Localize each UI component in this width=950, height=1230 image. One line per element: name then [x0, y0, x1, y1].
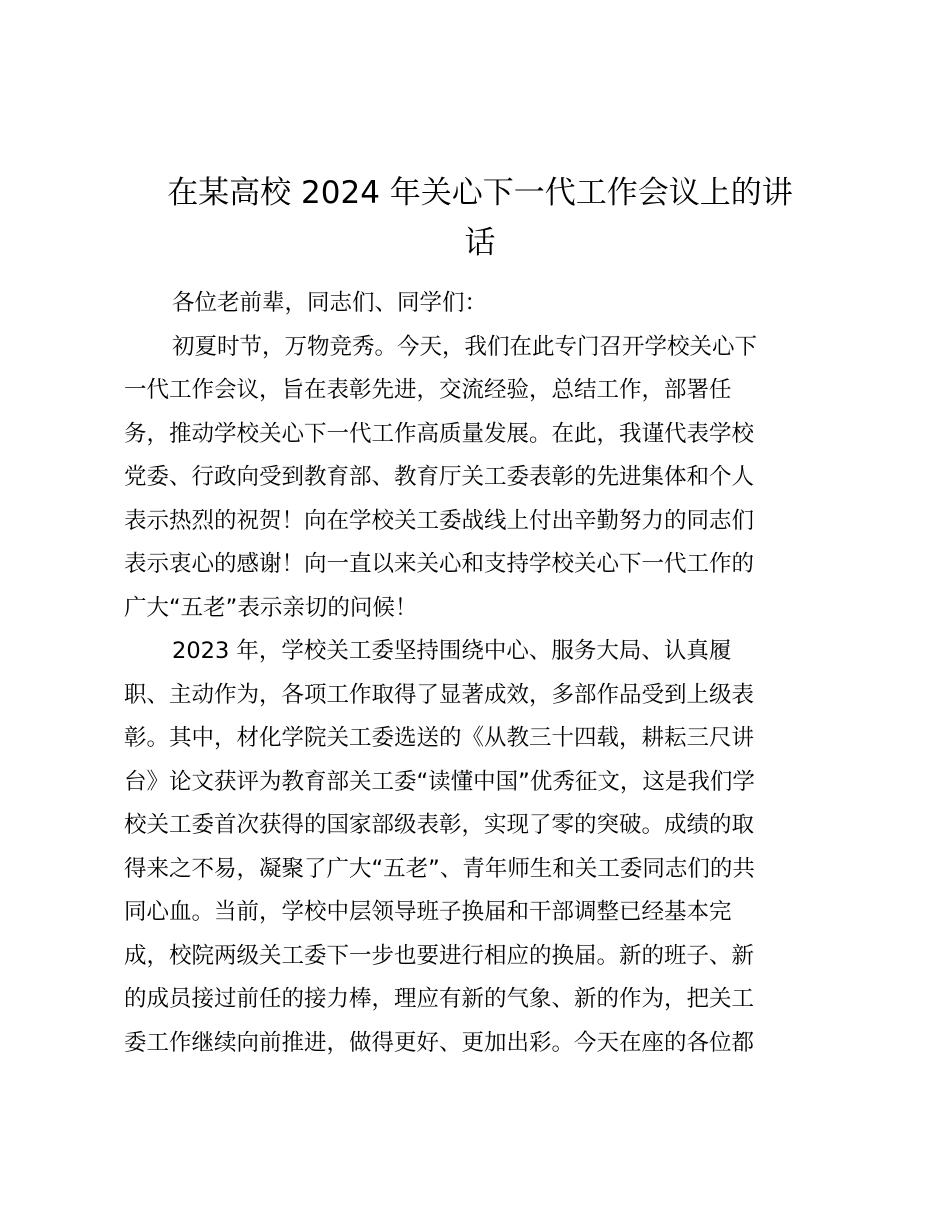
- paragraph-1-line-6: 表示衷心的感谢！向一直以来关心和支持学校关心下一代工作的: [124, 551, 755, 577]
- paragraph-2-line-3: 彰。其中，材化学院关工委选送的《从教三十四载，耕耘三尺讲: [124, 725, 755, 751]
- paragraph-2-line-1: 2023 年，学校关工委坚持围绕中心、服务大局、认真履: [172, 638, 732, 664]
- paragraph-1-line-3: 务，推动学校关心下一代工作高质量发展。在此，我谨代表学校: [124, 420, 755, 447]
- paragraph-2-line-7: 同心血。当前，学校中层领导班子换届和干部调整已经基本完: [124, 899, 732, 925]
- document-title: [124, 168, 836, 268]
- paragraph-1-line-4: 党委、行政向受到教育部、教育厅关工委表彰的先进集体和个人: [124, 464, 755, 490]
- paragraph-1-line-5: 表示热烈的祝贺！向在学校关工委战线上付出辛勤努力的同志们: [124, 507, 755, 534]
- paragraph-2-line-8: 成，校院两级关工委下一步也要进行相应的换届。新的班子、新: [124, 942, 755, 969]
- title-line-1: 在某高校 2024 年关心下一代工作会议上的讲: [167, 175, 793, 211]
- paragraph-1-line-2: 一代工作会议，旨在表彰先进，交流经验，总结工作，部署任: [124, 377, 732, 403]
- paragraph-2-line-10: 委工作继续向前推进，做得更好、更加出彩。今天在座的各位都: [124, 1029, 755, 1056]
- title-line-2: 话: [464, 225, 496, 261]
- paragraph-2-line-4: 台》论文获评为教育部关工委“读懂中国”优秀征文，这是我们学: [124, 768, 755, 795]
- salutation-line: 各位老前辈，同志们、同学们：: [172, 290, 488, 316]
- paragraph-2-line-2: 职、主动作为，各项工作取得了显著成效，多部作品受到上级表: [124, 681, 755, 708]
- paragraph-1-line-1: 初夏时节，万物竞秀。今天，我们在此专门召开学校关心下: [172, 333, 758, 360]
- paragraph-2-line-9: 的成员接过前任的接力棒，理应有新的气象、新的作为，把关工: [124, 986, 755, 1012]
- document-body: [124, 282, 824, 1065]
- paragraph-1-line-7: 广大“五老”表示亲切的问候！: [124, 594, 418, 621]
- paragraph-2-line-5: 校关工委首次获得的国家部级表彰，实现了零的突破。成绩的取: [124, 812, 755, 838]
- paragraph-2-line-6: 得来之不易，凝聚了广大“五老”、青年师生和关工委同志们的共: [124, 855, 755, 882]
